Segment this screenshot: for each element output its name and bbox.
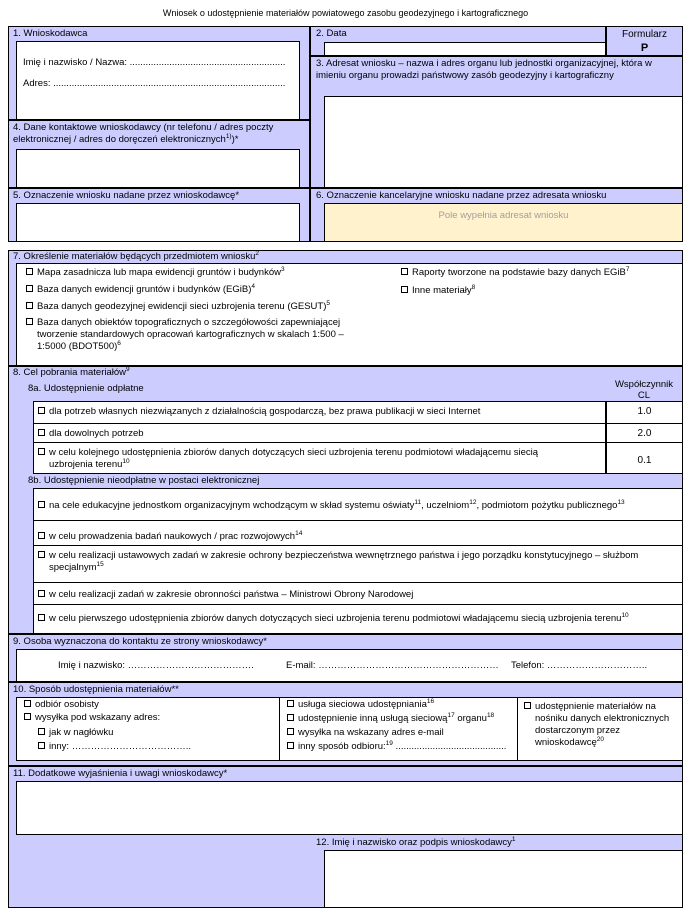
section-4-header: 4. Dane kontaktowe wnioskodawcy (nr telefonu / adres poczty elektronicznej / adres do doręczeń elektronicznych$^{1)}$)* <box>13 122 274 145</box>
delivery-other-method[interactable]: inny sposób odbioru:$^{19}$ .......................................... <box>287 741 506 753</box>
form-code-label: Formularz <box>621 29 667 40</box>
section-2-header: 2. Data <box>316 28 347 39</box>
material-option-bdot500[interactable]: Baza danych obiektów topograficznych o szczegółowości zapewniającej tworzenie standardowych opracowań kartograficznych w skalach 1:500 – 1:5000 (BDOT500)$^6$ <box>26 317 356 353</box>
checkbox-icon[interactable] <box>26 285 33 292</box>
material-option-reports[interactable]: Raporty tworzone na podstawie bazy danych EGiB$^7$ <box>401 267 630 279</box>
material-option-gesut[interactable]: Baza danych geodezyjnej ewidencji sieci uzbrojenia terenu (GESUT)$^5$ <box>26 301 330 313</box>
checkbox-icon[interactable] <box>38 407 45 414</box>
section-12-header: 12. Imię i nazwisko oraz podpis wnioskodawcy$^1$ <box>316 835 516 848</box>
material-option-egib[interactable]: Baza danych ewidencji gruntów i budynków (EGiB)$^4$ <box>26 284 255 296</box>
checkbox-icon[interactable] <box>38 448 45 455</box>
material-option-other[interactable]: Inne materiały$^8$ <box>401 285 475 297</box>
free-option-research[interactable]: w celu prowadzenia badań naukowych / prac rozwojowych$^{14}$ <box>38 531 302 543</box>
section-8b-header: 8b. Udostępnienie nieodpłatne w postaci elektronicznej <box>28 475 260 486</box>
addressee-box[interactable] <box>324 96 683 188</box>
applicant-address-label: Adres: ........................................................................................ <box>23 78 286 89</box>
free-option-defense[interactable]: w celu realizacji zadań w zakresie obronności państwa – Ministrowi Obrony Narodowej <box>38 589 413 601</box>
checkbox-icon[interactable] <box>38 551 45 558</box>
checkbox-icon[interactable] <box>26 268 33 275</box>
delivery-header-address[interactable]: jak w nagłówku <box>38 727 113 739</box>
cl-value: 2.0 <box>637 428 652 439</box>
form-code-value: P <box>640 42 649 54</box>
checkbox-icon[interactable] <box>401 286 408 293</box>
applicant-name-label: Imię i nazwisko / Nazwa: ........................................................... <box>23 57 286 68</box>
section-8-header: 8. Cel pobrania materiałów$^9$ <box>13 365 130 378</box>
checkbox-icon[interactable] <box>38 742 45 749</box>
cl-column-header: Współczynnik CL <box>614 379 674 401</box>
applicant-ref-box[interactable] <box>16 203 300 242</box>
checkbox-icon[interactable] <box>401 268 408 275</box>
paid-option-own-needs[interactable]: dla potrzeb własnych niezwiązanych z działalnością gospodarczą, bez prawa publikacji w sieci Internet <box>38 406 480 418</box>
checkbox-icon[interactable] <box>38 532 45 539</box>
checkbox-icon[interactable] <box>287 700 294 707</box>
section-6-header: 6. Oznaczenie kancelaryjne wniosku nadane przez adresata wniosku <box>316 190 607 201</box>
checkbox-icon[interactable] <box>38 501 45 508</box>
delivery-other-address[interactable]: inny: ……………………………….. <box>38 741 191 753</box>
free-option-first-sharing[interactable]: w celu pierwszego udostępnienia zbiorów danych dotyczących sieci uzbrojenia terenu podmiotowi władającemu siecią uzbrojenia terenu$^{10}$ <box>38 613 629 625</box>
signature-box[interactable] <box>324 850 683 908</box>
section-11-header: 11. Dodatkowe wyjaśnienia i uwagi wnioskodawcy* <box>13 768 228 779</box>
free-option-internal-security[interactable]: w celu realizacji ustawowych zadań w zakresie ochrony bezpieczeństwa wewnętrznego państwa i jego porządku konstytucyjnego – służbom specjalnym$^{15}$ <box>38 550 658 574</box>
checkbox-icon[interactable] <box>38 614 45 621</box>
checkbox-icon[interactable] <box>24 713 31 720</box>
paid-option-any-needs[interactable]: dla dowolnych potrzeb <box>38 428 144 440</box>
contact-box[interactable] <box>16 149 300 188</box>
office-ref-placeholder: Pole wypełnia adresat wniosku <box>438 210 569 221</box>
section-9-header: 9. Osoba wyznaczona do kontaktu ze strony wnioskodawcy* <box>13 636 267 647</box>
section-8a-header: 8a. Udostępnienie odpłatne <box>28 383 144 394</box>
checkbox-icon[interactable] <box>38 429 45 436</box>
checkbox-icon[interactable] <box>38 590 45 597</box>
checkbox-icon[interactable] <box>26 318 33 325</box>
delivery-email[interactable]: wysyłka na wskazany adres e-mail <box>287 727 444 739</box>
contact-person-name[interactable]: Imię i nazwisko: …………………………………. <box>58 660 254 671</box>
material-option-map[interactable]: Mapa zasadnicza lub mapa ewidencji gruntów i budynków$^3$ <box>26 267 285 279</box>
section-7-header: 7. Określenie materiałów będących przedmiotem wniosku$^2$ <box>13 249 259 262</box>
cl-value: 0.1 <box>637 455 652 466</box>
cl-value: 1.0 <box>637 406 652 417</box>
checkbox-icon[interactable] <box>26 302 33 309</box>
checkbox-icon[interactable] <box>524 702 531 709</box>
delivery-other-network-service[interactable]: udostępnienie inną usługą sieciową$^{17}$ organu$^{18}$ <box>287 713 494 725</box>
date-field[interactable] <box>324 42 606 56</box>
contact-person-phone[interactable]: Telefon: ………………………….. <box>511 660 648 671</box>
checkbox-icon[interactable] <box>38 728 45 735</box>
paid-option-resharing[interactable]: w celu kolejnego udostępnienia zbiorów danych dotyczących sieci uzbrojenia terenu podmiotowi władającemu siecią uzbrojenia terenu$^{10}$ <box>38 447 578 471</box>
checkbox-icon[interactable] <box>287 728 294 735</box>
checkbox-icon[interactable] <box>287 742 294 749</box>
delivery-ship[interactable]: wysyłka pod wskazany adres: <box>24 712 160 724</box>
delivery-network-service[interactable]: usługa sieciowa udostępniania$^{16}$ <box>287 699 434 711</box>
contact-person-email[interactable]: E-mail: ………………………………………………… <box>286 660 499 671</box>
section-3-header: 3. Adresat wniosku – nazwa i adres organu lub jednostki organizacyjnej, która w imieniu organu prowadzi państwowy zasób geodezyjny i kartograficzny <box>316 58 652 81</box>
office-ref-box <box>324 203 683 242</box>
section-10-header: 10. Sposób udostępnienia materiałów** <box>13 684 179 695</box>
section-5-header: 5. Oznaczenie wniosku nadane przez wnioskodawcę* <box>13 190 240 201</box>
checkbox-icon[interactable] <box>24 700 31 707</box>
delivery-pickup[interactable]: odbiór osobisty <box>24 699 99 711</box>
section-1-header: 1. Wnioskodawca <box>13 28 88 39</box>
delivery-media[interactable]: udostępnienie materiałów na nośniku danych elektronicznych dostarczonym przez wnioskodawcę$^{20}$ <box>524 701 679 749</box>
free-option-education[interactable]: na cele edukacyjne jednostkom organizacyjnym wchodzącym w skład systemu oświaty$^{11}$, uczelniom$^{12}$, podmiotom pożytku publicznego$^{13}$ <box>38 500 625 512</box>
form-title: Wniosek o udostępnienie materiałów powiatowego zasobu geodezyjnego i kartograficznego <box>162 8 529 18</box>
remarks-box[interactable] <box>16 781 683 835</box>
checkbox-icon[interactable] <box>287 714 294 721</box>
